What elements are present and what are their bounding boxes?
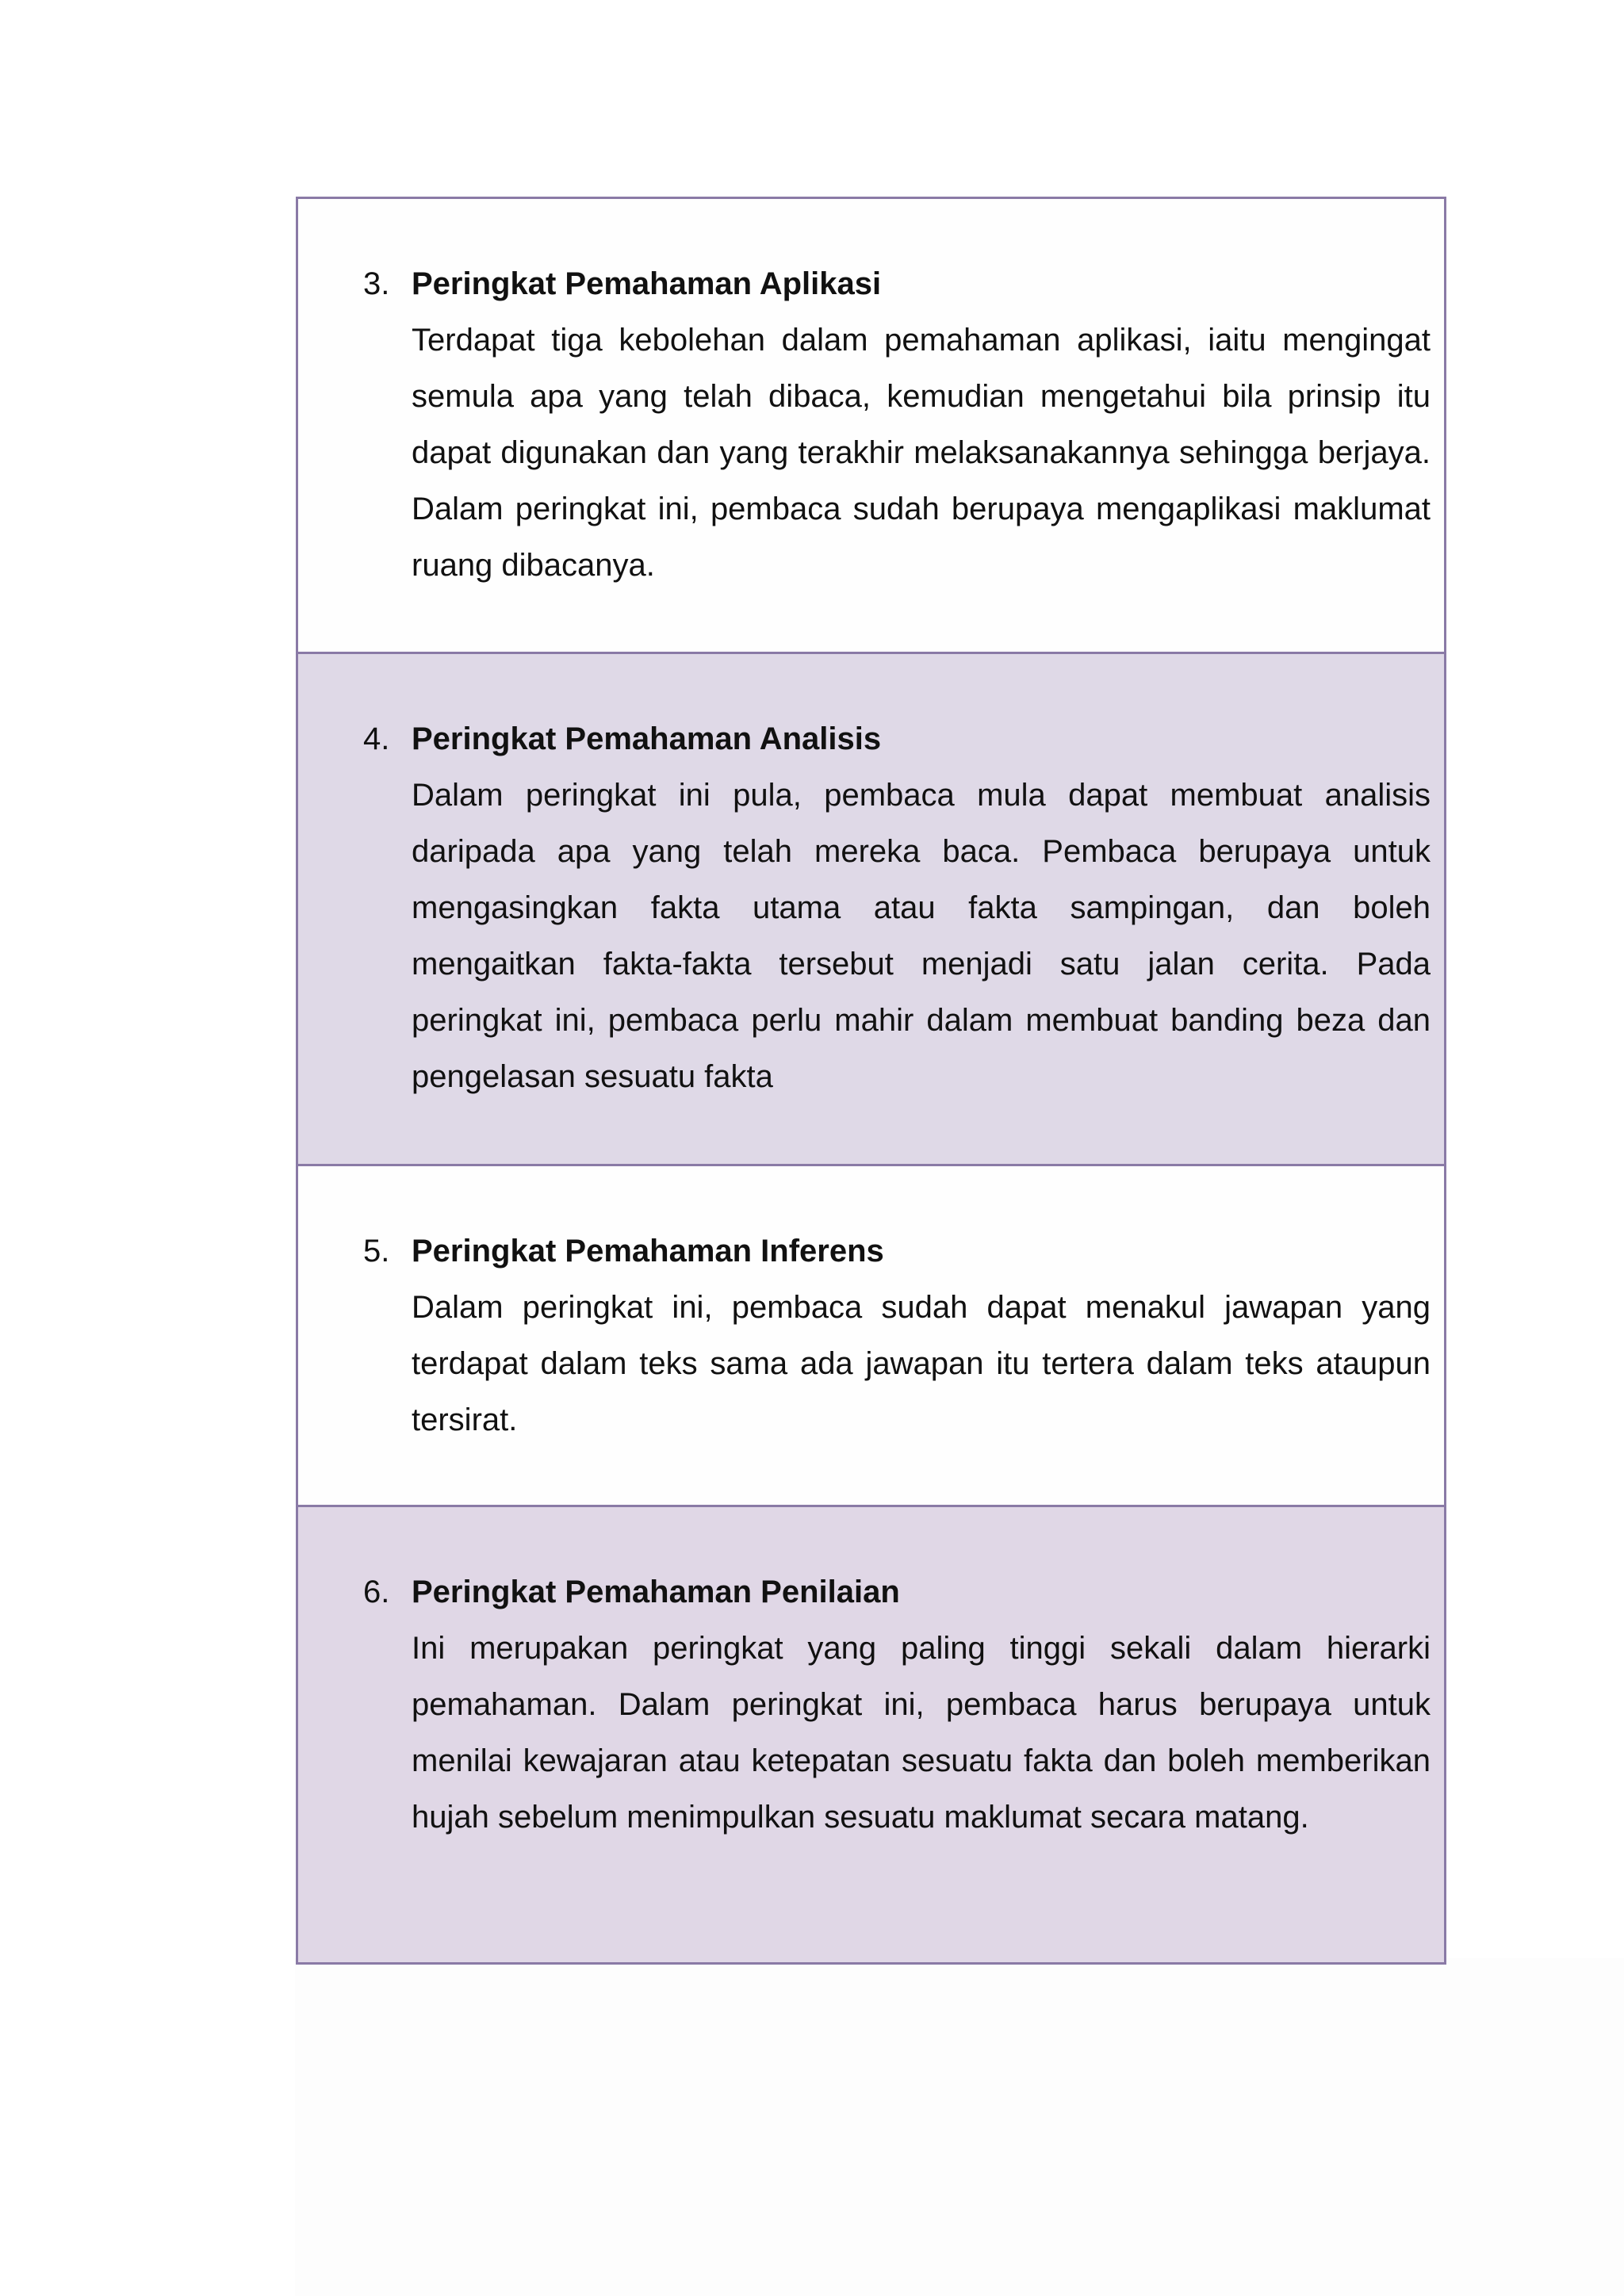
item-content — [412, 711, 1431, 1105]
item-paragraph: Ini merupakan peringkat yang paling tinggi sekali dalam hierarki pemahaman. Dalam peringkat ini, pembaca harus berupaya untuk menilai kewajaran atau ketepatan sesuatu fakta dan boleh memberikan hujah sebelum menimpulkan sesuatu maklumat secara matang. — [412, 1631, 1431, 1835]
table-row-inferens — [298, 1166, 1444, 1507]
table-row-penilaian — [298, 1507, 1444, 1962]
item-heading: Peringkat Pemahaman Penilaian — [412, 1575, 900, 1609]
item-paragraph: Dalam peringkat ini, pembaca sudah dapat menakul jawapan yang terdapat dalam teks sama ada jawapan itu tertera dalam teks ataupun tersirat. — [412, 1290, 1431, 1437]
comprehension-levels-table — [296, 197, 1446, 1965]
item-number: 3. — [363, 266, 390, 301]
item-heading: Peringkat Pemahaman Analisis — [412, 721, 882, 756]
item-heading: Peringkat Pemahaman Inferens — [412, 1234, 884, 1269]
item-number: 5. — [363, 1234, 390, 1269]
page-background-shade — [295, 1958, 1624, 2296]
item-paragraph: Terdapat tiga kebolehan dalam pemahaman aplikasi, iaitu mengingat semula apa yang telah dibaca, kemudian mengetahui bila prinsip itu dapat digunakan dan yang terakhir melaksanakannya sehingga berjaya. Dalam peringkat ini, pembaca sudah berupaya mengaplikasi maklumat ruang dibacanya. — [412, 323, 1431, 583]
item-heading: Peringkat Pemahaman Aplikasi — [412, 266, 882, 301]
item-number: 6. — [363, 1575, 390, 1609]
item-paragraph: Dalam peringkat ini pula, pembaca mula dapat membuat analisis daripada apa yang telah mereka baca. Pembaca berupaya untuk mengasingkan fakta utama atau fakta sampingan, dan boleh mengaitkan fakta-fakta tersebut menjadi satu jalan cerita. Pada peringkat ini, pembaca perlu mahir dalam membuat banding beza dan pengelasan sesuatu fakta — [412, 778, 1431, 1094]
table-row-analisis — [298, 654, 1444, 1166]
item-content — [412, 1223, 1431, 1448]
item-number: 4. — [363, 721, 390, 756]
item-content — [412, 256, 1431, 594]
table-row-aplikasi — [298, 199, 1444, 654]
item-content — [412, 1564, 1431, 1846]
